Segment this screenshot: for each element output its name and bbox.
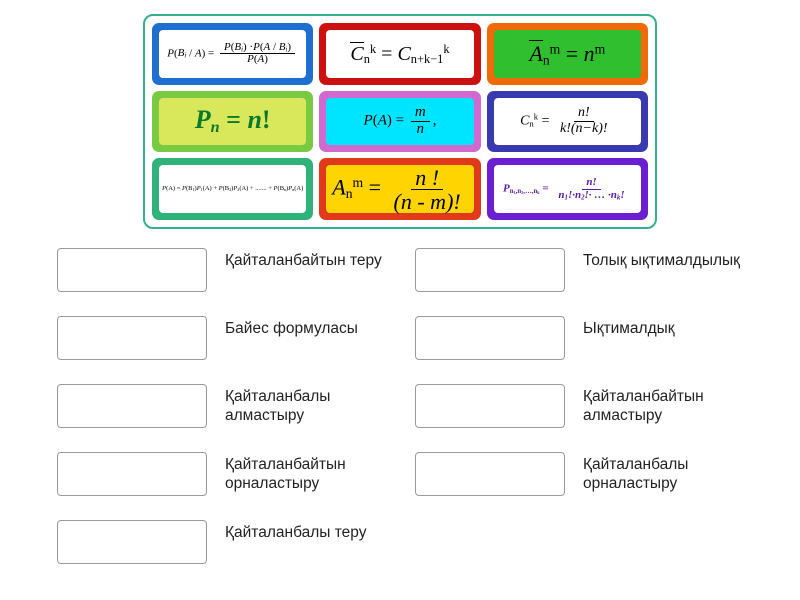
drop-box-left-1[interactable] xyxy=(57,248,207,292)
drop-box-right-2[interactable] xyxy=(415,316,565,360)
formula-card-permutations-repetition[interactable] xyxy=(487,158,648,220)
formula-card-inner xyxy=(494,98,641,146)
matching-row xyxy=(57,316,407,384)
formula-card-inner xyxy=(494,30,641,78)
formula-total-probability: $P(A) = P(B_1)P_1(A) + P(B_2)P_2(A)$ + ....... + $P(B_n)P_n(A)$ xyxy=(162,184,304,192)
formula-card-total-probability[interactable] xyxy=(152,158,313,220)
matching-row xyxy=(415,384,765,452)
formula-permutations: $P_n = n$! xyxy=(194,105,271,137)
answer-label-left-5: Қайталанбалы теру xyxy=(225,524,367,541)
answer-label-left-2: Байес формуласы xyxy=(225,320,358,337)
matching-row xyxy=(415,316,765,384)
matching-row xyxy=(57,520,407,588)
formula-grid xyxy=(152,23,648,220)
formula-combinations: $C_n^k$ = $\frac{n!}{k!(n-k)!}$ xyxy=(520,105,608,136)
drop-box-left-2[interactable] xyxy=(57,316,207,360)
formula-card-classic-probability[interactable] xyxy=(319,91,480,153)
matching-row xyxy=(415,452,765,520)
formula-combinations-repetition: $C_n^k = C_{n+k-1}^k$ xyxy=(350,41,450,66)
formula-card-inner xyxy=(326,30,473,78)
matching-row xyxy=(415,248,765,316)
formula-arrangements: $A_n^m$ = $\frac{n !}{(n - m)!}$ xyxy=(332,164,461,214)
formula-permutations-repetition: $P_{n_1,n_2,\dots,n_k}$ = $\frac{n!}{n_1!\cdot n_2!\cdot \dots \cdot n_k!}$ xyxy=(503,175,625,202)
answer-label-left-1: Қайталанбайтын теру xyxy=(225,252,382,269)
formula-card-arrangements[interactable] xyxy=(319,158,480,220)
formula-card-combinations[interactable] xyxy=(487,91,648,153)
answer-label-right-3: Қайталанбайтын алмастыру xyxy=(583,388,704,424)
formula-classic-probability: P(A) = $\frac{m}{n}$ , xyxy=(363,104,437,137)
formula-card-bayes-formula[interactable] xyxy=(152,23,313,85)
matching-row xyxy=(57,248,407,316)
drop-box-right-4[interactable] xyxy=(415,452,565,496)
formula-card-inner xyxy=(159,30,306,78)
formula-card-inner xyxy=(326,98,473,146)
answer-label-right-2: Ықтималдық xyxy=(583,320,675,337)
drop-box-left-3[interactable] xyxy=(57,384,207,428)
matching-left-column xyxy=(57,248,407,588)
matching-right-column xyxy=(415,248,765,520)
formula-card-permutations[interactable] xyxy=(152,91,313,153)
answer-label-left-4: Қайталанбайтын орналастыру xyxy=(225,456,346,492)
matching-row xyxy=(57,452,407,520)
answer-label-left-3: Қайталанбалы алмастыру xyxy=(225,388,331,424)
formula-card-arrangements-repetition[interactable] xyxy=(487,23,648,85)
formula-card-inner xyxy=(159,165,306,213)
formula-card-inner xyxy=(159,98,306,146)
formula-arrangements-repetition: $A_n^m = n^m$ xyxy=(529,40,606,68)
drop-box-left-4[interactable] xyxy=(57,452,207,496)
formula-bayes-formula: $P(B_i / A)$ = $\frac{P(B_i) \cdot P(A / B_i)}{P(A)}$ xyxy=(167,42,298,66)
answer-label-right-4: Қайталанбалы орналастыру xyxy=(583,456,689,492)
formula-card-combinations-repetition[interactable] xyxy=(319,23,480,85)
formula-bank-panel xyxy=(143,14,657,229)
drop-box-right-3[interactable] xyxy=(415,384,565,428)
matching-row xyxy=(57,384,407,452)
answer-label-right-1: Толық ықтималдылық xyxy=(583,252,740,269)
drop-box-left-5[interactable] xyxy=(57,520,207,564)
drop-box-right-1[interactable] xyxy=(415,248,565,292)
formula-card-inner xyxy=(326,165,473,213)
formula-card-inner xyxy=(494,165,641,213)
